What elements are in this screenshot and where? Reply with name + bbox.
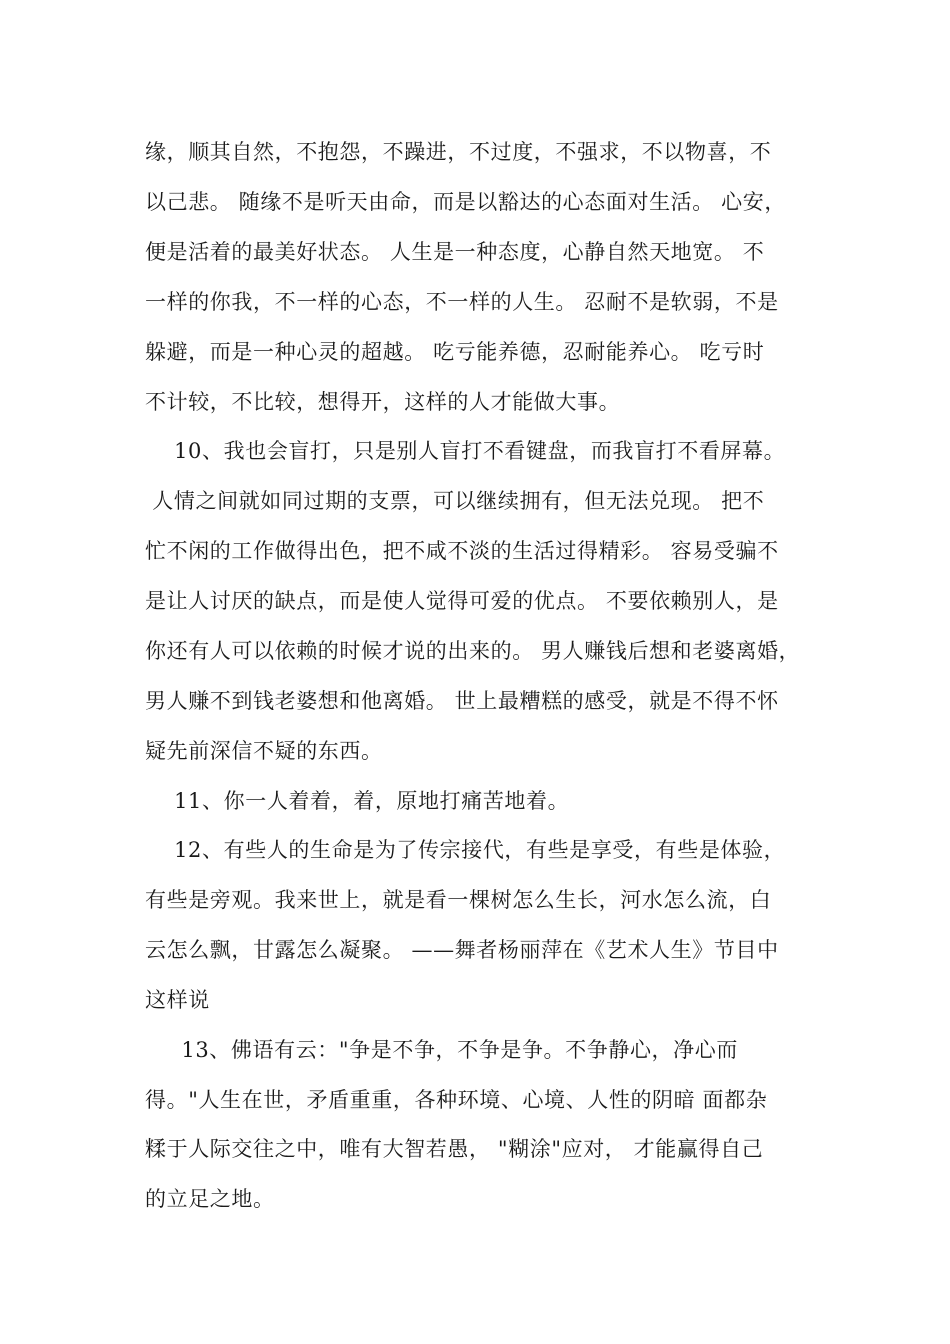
text-line: 12、有些人的生命是为了传宗接代，有些是享受，有些是体验，	[145, 838, 786, 862]
text-line: 男人赚不到钱老婆想和他离婚。 世上最糟糕的感受，就是不得不怀	[145, 689, 779, 713]
text-line: 便是活着的最美好状态。 人生是一种态度，心静自然天地宽。 不	[145, 240, 765, 264]
text-line: 一样的你我，不一样的心态，不一样的人生。 忍耐不是软弱，不是	[145, 290, 779, 314]
text-line: 得。"人生在世，矛盾重重，各种环境、心境、人性的阴暗 面都杂	[145, 1088, 768, 1112]
text-line: 云怎么飘，甘露怎么凝聚。 ——舞者杨丽萍在《艺术人生》节目中	[145, 938, 779, 962]
text-line: 不计较，不比较，想得开，这样的人才能做大事。	[145, 390, 621, 414]
text-line: 10、我也会盲打，只是别人盲打不看键盘，而我盲打不看屏幕。	[145, 439, 786, 463]
text-line: 你还有人可以依赖的时候才说的出来的。 男人赚钱后想和老婆离婚，	[145, 639, 801, 663]
text-line: 躲避，而是一种心灵的超越。 吃亏能养德，忍耐能养心。 吃亏时	[145, 340, 765, 364]
text-line: 的立足之地。	[145, 1187, 275, 1211]
text-line: 人情之间就如同过期的支票，可以继续拥有，但无法兑现。 把不	[145, 489, 765, 513]
text-line: 11、你一人着着，着，原地打痛苦地着。	[145, 789, 570, 813]
text-line: 13、佛语有云："争是不争，不争是争。不争静心，净心而	[145, 1038, 738, 1062]
text-line: 忙不闲的工作做得出色，把不咸不淡的生活过得精彩。 容易受骗不	[145, 539, 779, 563]
text-line: 是让人讨厌的缺点，而是使人觉得可爱的优点。 不要依赖别人，是	[145, 589, 779, 613]
text-line: 这样说	[145, 988, 210, 1012]
text-line: 有些是旁观。我来世上，就是看一棵树怎么生长，河水怎么流，白	[145, 888, 772, 912]
text-line: 疑先前深信不疑的东西。	[145, 739, 383, 763]
text-line: 缘，顺其自然，不抱怨，不躁进，不过度，不强求，不以物喜，不	[145, 140, 772, 164]
text-line: 以己悲。 随缘不是听天由命，而是以豁达的心态面对生活。 心安，	[145, 190, 786, 214]
text-line: 糅于人际交往之中，唯有大智若愚， "糊涂"应对， 才能赢得自己	[145, 1137, 764, 1161]
